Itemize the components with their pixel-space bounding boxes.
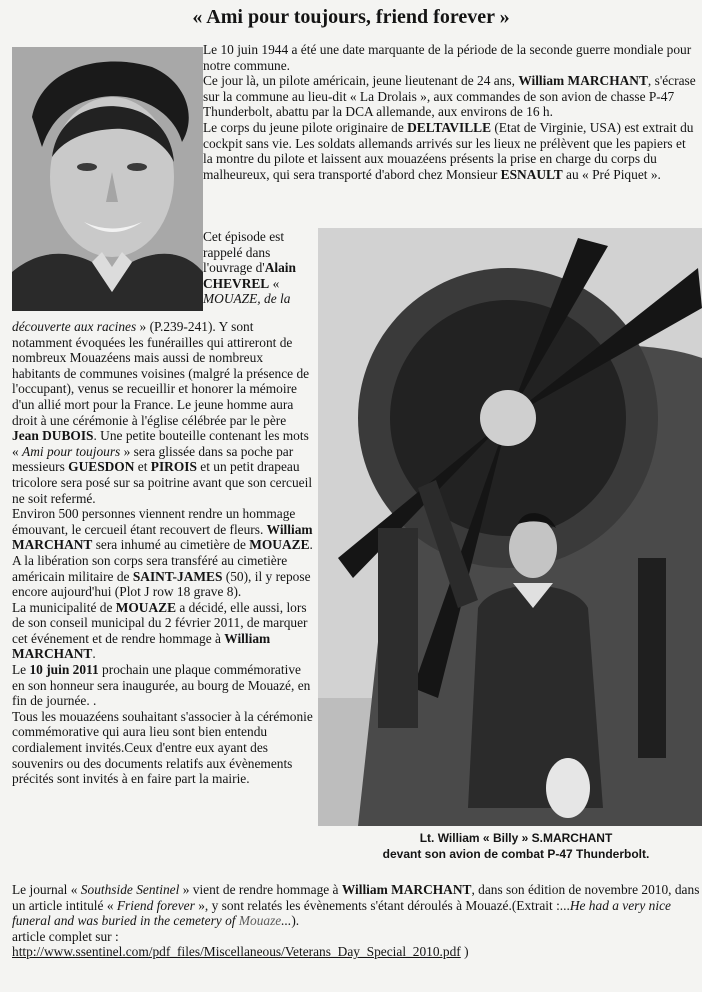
text-run: Le <box>12 662 30 678</box>
article-link[interactable]: http://www.ssentinel.com/pdf_files/Miscellaneous/Veterans_Day_Special_2010.pdf <box>12 944 461 960</box>
intro-text <box>203 42 697 182</box>
text-run: . Une petite bouteille contenant les mots « <box>12 428 309 459</box>
journal-reference <box>12 882 702 960</box>
bold-name: ESNAULT <box>500 166 563 182</box>
text-run: Le journal « <box>12 882 81 897</box>
text-run: sera inhumé au cimetière de <box>92 537 250 553</box>
paragraph <box>12 944 702 960</box>
caption-line-1: Lt. William « Billy » S.MARCHANT <box>419 831 613 845</box>
text-run: » vient de rendre hommage à <box>179 882 342 897</box>
caption-line-2: devant son avion de combat P-47 Thunderbolt. <box>382 847 650 861</box>
text-run: et <box>134 459 151 475</box>
paragraph <box>12 882 702 929</box>
bold-name: DELTAVILLE <box>407 119 491 135</box>
italic-text: ... <box>281 913 292 929</box>
text-run: (Etat de Virginie, USA) est extrait du cockpit sans vie. Les soldats allemands arrivés sur les lieux ne prélèvent que les papiers et la montre du pilote et laissent aux mouazéens présents la prise en charge du corps du malheureux, qui sera transporté d'abord chez Monsieur <box>203 119 694 182</box>
article-title: « Ami pour toujours, friend forever » <box>192 6 510 28</box>
paragraph <box>12 506 314 600</box>
paragraph <box>12 319 314 506</box>
text-run: Ce jour là, un pilote américain, jeune lieutenant de 24 ans, <box>203 73 519 89</box>
italic-text: He had a very nice funeral and was buried in the cemetery of <box>12 897 671 929</box>
text-run: Le 10 juin 1944 a été une date marquante de la période de la seconde guerre mondiale pour notre commune. <box>203 42 692 73</box>
text-run: . A la libération son corps sera transféré au cimetière américain militaire de <box>12 537 313 584</box>
paragraph <box>203 229 309 307</box>
bold-name: 10 juin 2011 <box>29 662 99 678</box>
text-run: » (P.239-241). Y sont notamment évoquées les funérailles qui attireront de nombreux Mouazéens mais aussi de nombreux habitants de communes voisines (malgré la présence de l'occupant), venus se recueillir et honorer la mémoire d'un allié mort pour la France. Le jeune homme aura droit à une cérémonie à l'église célébrée par le père <box>12 319 310 428</box>
text-run: Le corps du jeune pilote originaire de <box>203 119 408 135</box>
italic-text: Ami pour toujours <box>22 443 121 459</box>
bold-name: Alain CHEVREL <box>203 260 296 291</box>
text-run: « <box>269 275 280 291</box>
bold-name: William MARCHANT <box>12 521 313 553</box>
paragraph <box>203 120 697 182</box>
bold-name: William MARCHANT <box>12 630 271 662</box>
text-run: (50), il y repose encore aujourd'hui (Plot J row 18 grave 8). <box>12 568 311 600</box>
bold-name: William MARCHANT <box>518 73 648 89</box>
bold-name: GUESDON <box>68 459 135 475</box>
text-run: », y sont relatés les évènements s'étant déroulés à Mouazé.(Extrait :... <box>194 897 570 913</box>
italic-text: Mouaze <box>238 913 282 929</box>
bold-name: William MARCHANT <box>341 882 472 897</box>
text-run: au « Pré Piquet ». <box>562 166 661 182</box>
bold-name: Jean DUBOIS <box>12 428 94 444</box>
text-run: a décidé, elle aussi, lors de son conseil municipal du 2 février 2011, de marquer cet événement et de rendre hommage à <box>12 599 308 646</box>
text-run: Tous les mouazéens souhaitant s'associer à la cérémonie commémorative qui aura lieu sont bien entendu cordialement invités.Ceux d'entre eux ayant des souvenirs ou des documents relatifs aux évènements précités sont invités à en faire part la mairie. <box>12 708 313 787</box>
text-run: Cet épisode est rappelé dans l'ouvrage d' <box>203 229 285 276</box>
pilot-portrait-photo <box>12 47 203 311</box>
text-run: et un petit drapeau tricolore sera posé sur sa poitrine avant que son cercueil ne soit refermé. <box>12 459 313 506</box>
italic-text: découverte aux racines <box>12 319 137 334</box>
text-run: ). <box>291 913 300 929</box>
paragraph <box>12 662 314 709</box>
text-run: La municipalité de <box>12 599 116 615</box>
text-run: ) <box>460 944 469 960</box>
text-run: Environ 500 personnes viennent rendre un hommage émouvant, le cercueil étant recouvert de fleurs. <box>12 506 296 537</box>
bold-name: SAINT-JAMES <box>132 568 223 584</box>
text-run: article complet sur : <box>12 928 119 944</box>
paragraph <box>203 42 697 73</box>
paragraph <box>12 929 702 945</box>
bold-name: PIROIS <box>150 459 197 475</box>
photo-caption <box>330 830 702 862</box>
text-run: prochain une plaque commémorative en son honneur sera inaugurée, au bourg de Mouazé, en fin de journée. . <box>12 662 311 709</box>
pilot-and-aircraft-photo <box>318 228 702 826</box>
paragraph <box>12 600 314 662</box>
italic-text: Friend forever <box>116 897 195 913</box>
text-run: » sera glissée dans sa poche par messieurs <box>12 443 294 475</box>
text-run: , dans son édition de novembre 2010, dans un article intitulé « <box>12 882 700 913</box>
article-body <box>12 319 314 787</box>
text-run: , s'écrase sur la commune au lieu-dit « La Drolais », aux commandes de son avion de chasse P-47 Thunderbolt, abattu par la DCA allemande, aux environs de 16 h. <box>203 73 696 120</box>
italic-text: Southside Sentinel <box>80 882 180 897</box>
text-run: . <box>92 646 96 662</box>
italic-text: MOUAZE, de la <box>203 291 291 307</box>
paragraph <box>12 709 314 787</box>
paragraph <box>203 73 697 120</box>
bold-name: MOUAZE <box>249 537 310 553</box>
bold-name: MOUAZE <box>115 599 177 615</box>
book-reference-text <box>203 229 309 307</box>
